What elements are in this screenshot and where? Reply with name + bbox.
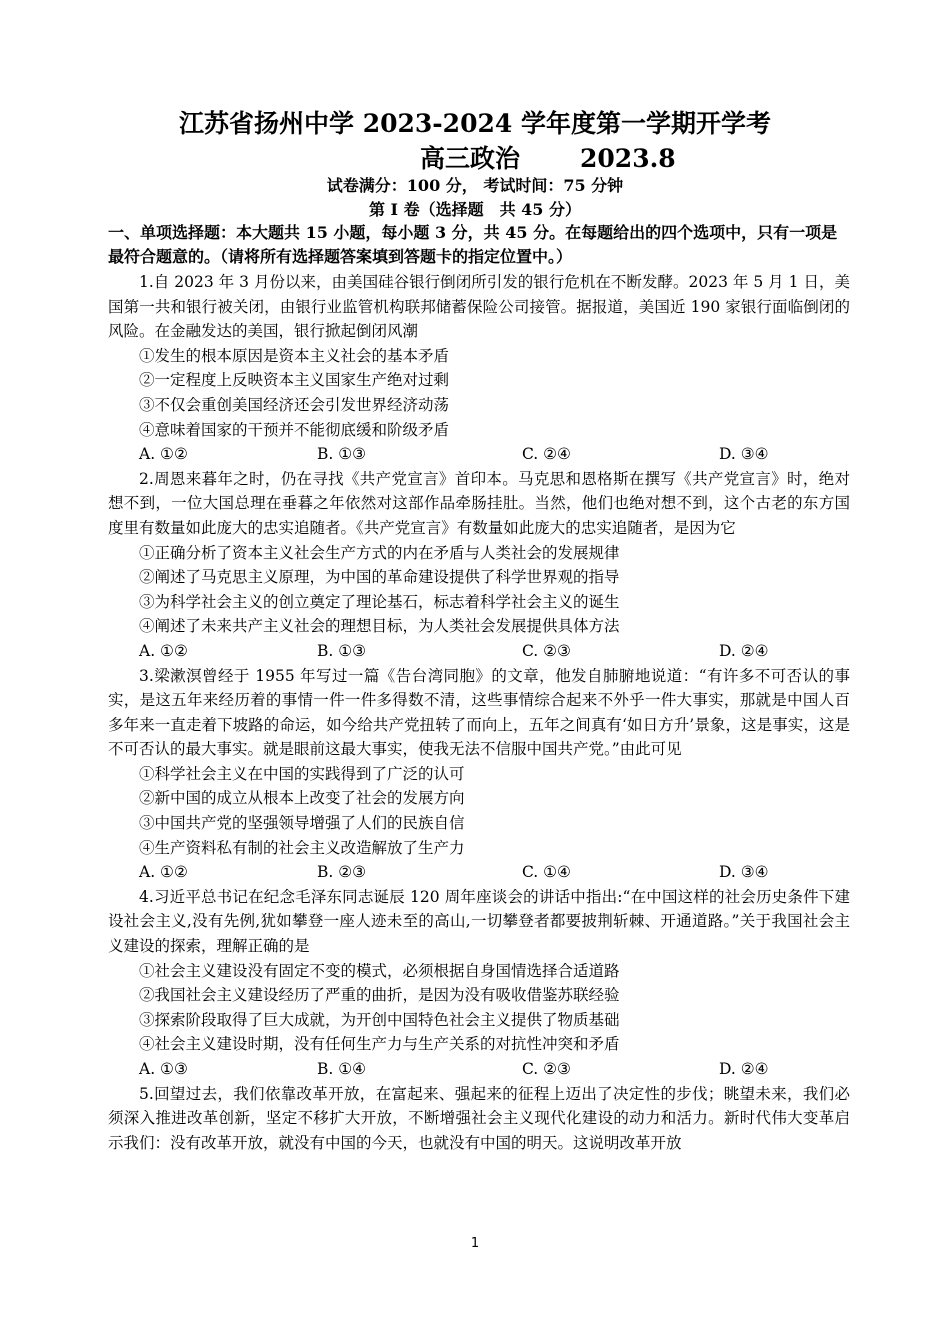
part-title: 第 Ⅰ 卷（选择题 共 45 分）	[368, 200, 582, 219]
choice-a: A. ①②	[139, 641, 188, 660]
question-stem: 5.回望过去，我们依靠改革开放，在富起来、强起来的征程上迈出了决定性的步伐；眺望未来，我们必须深入推进改革创新，坚定不移扩大开放，不断增强社会主义现代化建设的动力和活力。新时代伟大变革启示我们：没有改革开放，就没有中国的今天，也就没有中国的明天。这说明改革开放	[108, 1084, 850, 1152]
choice-c: C. ②④	[522, 445, 571, 464]
page-number: 1	[470, 1236, 480, 1251]
question-option: ②一定程度上反映资本主义国家生产绝对过剩	[139, 371, 450, 390]
question-2	[108, 467, 850, 664]
question-option: ②我国社会主义建设经历了严重的曲折，是因为没有吸收借鉴苏联经验	[139, 986, 620, 1005]
answer-choices	[108, 1057, 850, 1082]
choice-c: C. ②③	[522, 1060, 571, 1078]
questions-list	[108, 270, 850, 1155]
question-1	[108, 270, 850, 467]
choice-b: B. ①④	[317, 1060, 367, 1078]
choice-d: D. ②④	[719, 1060, 769, 1078]
question-option: ④社会主义建设时期，没有任何生产力与生产关系的对抗性冲突和矛盾	[139, 1035, 620, 1054]
question-option: ①正确分析了资本主义社会生产方式的内在矛盾与人类社会的发展规律	[139, 543, 620, 562]
question-option: ②新中国的成立从根本上改变了社会的发展方向	[139, 789, 465, 808]
section-heading: 一、单项选择题：本大题共 15 小题，每小题 3 分，共 45 分。在每题给出的四个选项中，只有一项是最符合题意的。（请将所有选择题答案填到答题卡的指定位置中。）	[108, 223, 838, 266]
question-stem: 4.习近平总书记在纪念毛泽东同志诞辰 120 周年座谈会的讲话中指出:“在中国这样的社会历史条件下建设社会主义,没有先例,犹如攀登一座人迹未至的高山,一切攀登者都要披荆斩棘、开通道路。”关于我国社会主义建设的探索，理解正确的是	[108, 887, 850, 956]
question-option: ①社会主义建设没有固定不变的模式，必须根据自身国情选择合适道路	[139, 961, 620, 980]
answer-choices	[108, 442, 850, 467]
choice-b: B. ①③	[317, 641, 367, 660]
choice-a: A. ①③	[139, 1060, 188, 1078]
question-stem: 2.周恩来暮年之时，仍在寻找《共产党宣言》首印本。马克思和恩格斯在撰写《共产党宣言》时，绝对想不到，一位大国总理在垂暮之年依然对这部作品牵肠挂肚。当然，他们也绝对想不到，这个古老的东方国度里有数量如此庞大的忠实追随者。《共产党宣言》有数量如此庞大的忠实追随者，是因为它	[108, 469, 850, 537]
choice-d: D. ②④	[719, 641, 769, 660]
question-option: ③中国共产党的坚强领导增强了人们的民族自信	[139, 814, 465, 833]
question-4	[108, 885, 850, 1082]
question-3	[108, 664, 850, 885]
exam-subtitle	[420, 139, 676, 175]
question-option: ④意味着国家的干预并不能彻底缓和阶级矛盾	[139, 420, 450, 439]
choice-b: B. ②③	[317, 863, 367, 882]
question-option: ③不仅会重创美国经济还会引发世界经济动荡	[139, 395, 450, 414]
choice-d: D. ③④	[719, 445, 769, 464]
question-stem: 1.自 2023 年 3 月份以来，由美国硅谷银行倒闭所引发的银行危机在不断发酵。2023 年 5 月 1 日，美国第一共和银行被关闭，由银行业监管机构联邦储蓄保险公司接管。据报道，美国近 190 家银行面临倒闭的风险。在金融发达的美国，银行掀起倒闭风潮	[108, 273, 850, 341]
subject-label: 高三政治	[420, 144, 521, 173]
question-option: ①发生的根本原因是资本主义社会的基本矛盾	[139, 346, 450, 365]
question-option: ③为科学社会主义的创立奠定了理论基石，标志着科学社会主义的诞生	[139, 592, 620, 611]
question-option: ④生产资料私有制的社会主义改造解放了生产力	[139, 838, 465, 857]
choice-d: D. ③④	[719, 863, 769, 882]
question-5	[108, 1082, 850, 1156]
choice-c: C. ①④	[522, 863, 571, 882]
question-option: ②阐述了马克思主义原理，为中国的革命建设提供了科学世界观的指导	[139, 568, 620, 587]
exam-title: 江苏省扬州中学 2023-2024 学年度第一学期开学考	[179, 109, 771, 138]
answer-choices	[108, 860, 850, 885]
question-option: ①科学社会主义在中国的实践得到了广泛的认可	[139, 764, 465, 783]
exam-info: 试卷满分：100 分， 考试时间：75 分钟	[326, 176, 624, 195]
answer-choices	[108, 639, 850, 664]
choice-b: B. ①③	[317, 445, 367, 464]
choice-a: A. ①②	[139, 863, 188, 882]
question-option: ③探索阶段取得了巨大成就，为开创中国特色社会主义提供了物质基础	[139, 1010, 620, 1029]
exam-date: 2023.8	[580, 144, 676, 173]
choice-c: C. ②③	[522, 641, 571, 660]
question-stem: 3.梁漱溟曾经于 1955 年写过一篇《告台湾同胞》的文章，他发自肺腑地说道：“有许多不可否认的事实，是这五年来经历着的事情一件一件多得数不清，这些事情综合起来不外乎一件大事实，那就是中国人百多年来一直走着下坡路的命运，如今给共产党扭转了而向上，五年之间真有‘如日方升’景象，这是事实，这是不可否认的最大事实。就是眼前这最大事实，使我无法不信服中国共产党。”由此可见	[108, 666, 850, 759]
choice-a: A. ①②	[139, 445, 188, 464]
question-option: ④阐述了未来共产主义社会的理想目标，为人类社会发展提供具体方法	[139, 617, 620, 636]
